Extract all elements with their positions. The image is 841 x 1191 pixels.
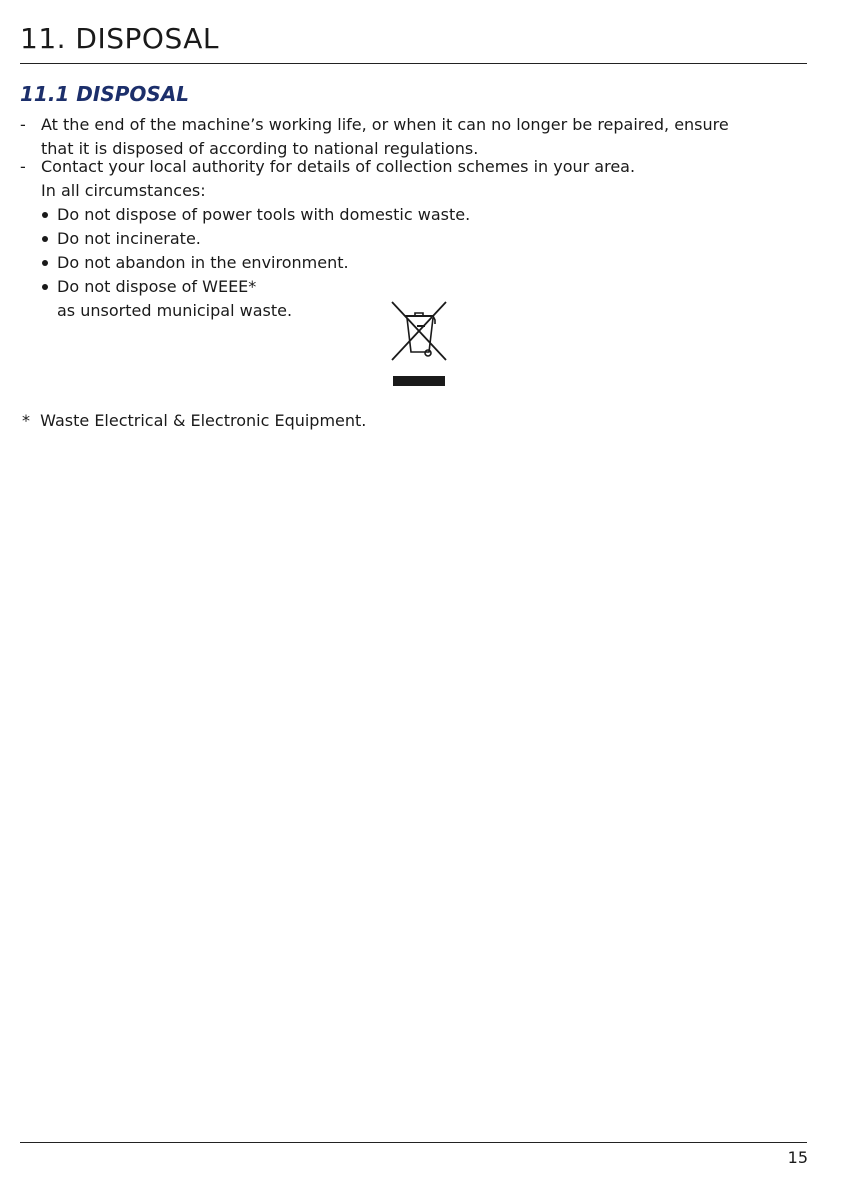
- list-item-text: Do not dispose of WEEE*: [57, 277, 257, 296]
- page-title: 11. DISPOSAL: [20, 22, 219, 55]
- list-item: [41, 203, 470, 227]
- footnote-text: Waste Electrical & Electronic Equipment.: [40, 411, 367, 430]
- bullet-icon: [42, 212, 48, 218]
- list-item-text: Do not incinerate.: [57, 229, 201, 248]
- section-heading: 11.1 DISPOSAL: [20, 82, 190, 106]
- title-divider: [20, 63, 807, 64]
- list-item-continuation: as unsorted municipal waste.: [57, 301, 293, 320]
- list-item: [41, 251, 470, 275]
- list-item-text: Do not dispose of power tools with domestic waste.: [57, 205, 471, 224]
- footnote-marker: *: [22, 411, 30, 430]
- page-number: 15: [787, 1148, 808, 1167]
- footnote: [22, 409, 366, 433]
- bullet-icon: [42, 260, 48, 266]
- dash-marker: -: [20, 115, 26, 134]
- dash-marker: -: [20, 157, 26, 176]
- crossed-out-wheelie-bin-icon: [388, 300, 450, 388]
- footer-divider: [20, 1142, 807, 1143]
- dash-item-line: that it is disposed of according to national regulations.: [41, 139, 479, 158]
- dash-item-line: At the end of the machine’s working life, or when it can no longer be repaired, ensure: [41, 115, 729, 134]
- circumstances-label: In all circumstances:: [41, 181, 206, 200]
- dash-item-line: Contact your local authority for details of collection schemes in your area.: [41, 157, 636, 176]
- bullet-icon: [42, 236, 48, 242]
- list-item-text: Do not abandon in the environment.: [57, 253, 349, 272]
- list-item: [41, 227, 470, 251]
- bullet-icon: [42, 284, 48, 290]
